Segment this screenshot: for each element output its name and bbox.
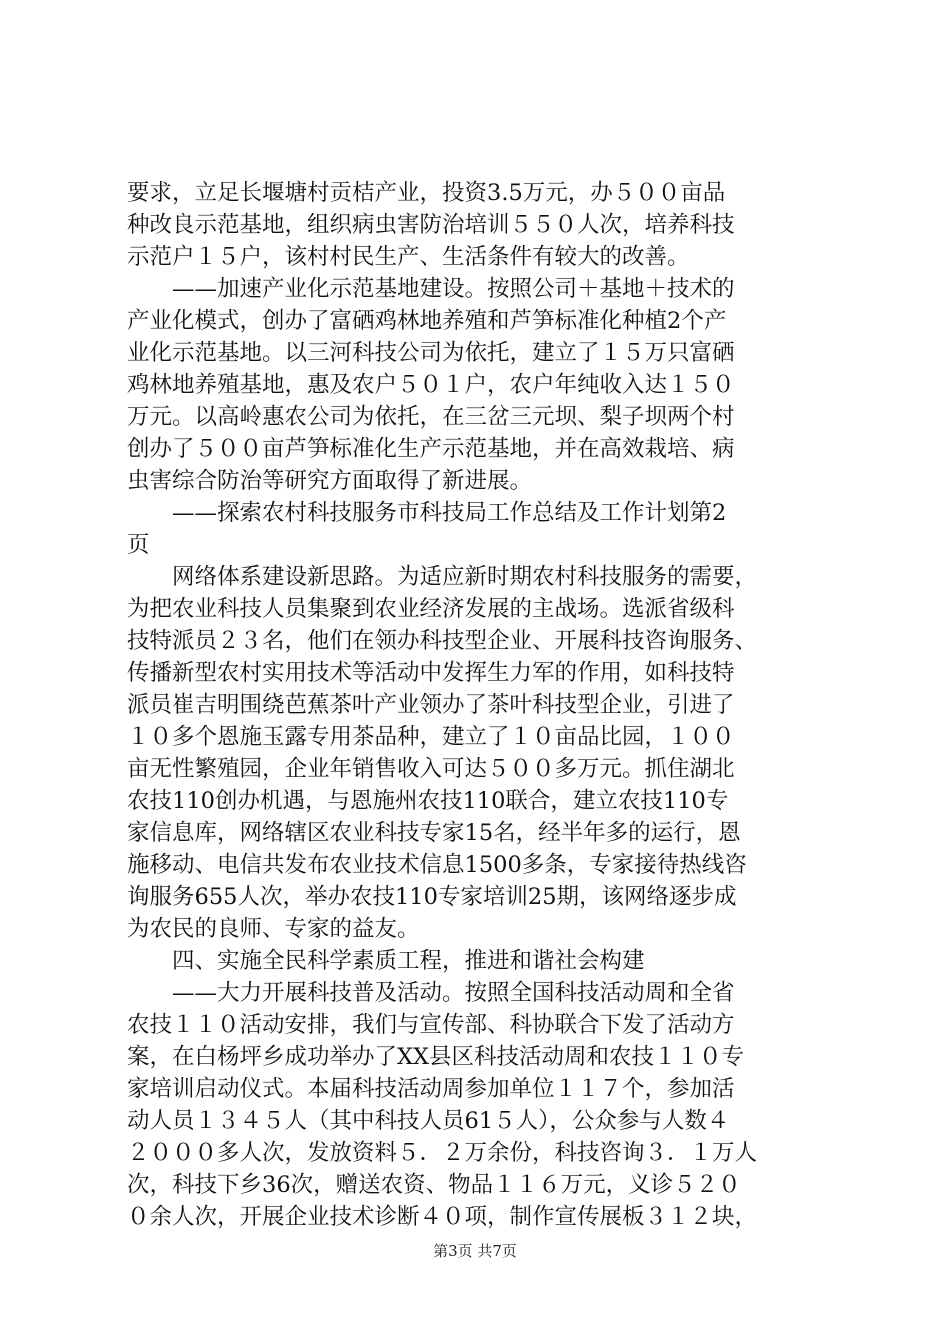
text-line: 派员崔吉明围绕芭蕉茶叶产业领办了茶叶科技型企业，引进了: [127, 692, 735, 718]
text-line: 询服务655人次，举办农技110专家培训25期，该网络逐步成: [127, 884, 737, 910]
text-line: 动人员１３４５人（其中科技人员61５人），公众参与人数４: [127, 1108, 730, 1134]
text-line: ０余人次，开展企业技术诊断４０项，制作宣传展板３１２块，: [127, 1204, 758, 1230]
text-line: 要求，立足长堰塘村贡桔产业，投资3.5万元，办５００亩品: [127, 180, 726, 206]
text-line: 传播新型农村实用技术等活动中发挥生力军的作用，如科技特: [127, 660, 735, 686]
page-footer: 第3页 共7页: [433, 1242, 517, 1260]
text-line: ——加速产业化示范基地建设。按照公司＋基地＋技术的: [127, 276, 735, 302]
text-line: 页: [127, 532, 150, 558]
text-line: 施移动、电信共发布农业技术信息1500多条，专家接待热线咨: [127, 852, 747, 878]
text-line: 示范户１５户，该村村民生产、生活条件有较大的改善。: [127, 244, 690, 270]
text-line: 种改良示范基地，组织病虫害防治培训５５０人次，培养科技: [127, 212, 735, 238]
text-line: 四、实施全民科学素质工程，推进和谐社会构建: [127, 948, 645, 974]
text-line: 亩无性繁殖园，企业年销售收入可达５００多万元。抓住湖北: [127, 756, 735, 782]
text-line: 案，在白杨坪乡成功举办了XX县区科技活动周和农技１１０专: [127, 1044, 745, 1070]
text-line: 农技１１０活动安排，我们与宣传部、科协联合下发了活动方: [127, 1012, 735, 1038]
text-line: 虫害综合防治等研究方面取得了新进展。: [127, 468, 533, 494]
text-line: 技特派员２３名，他们在领办科技型企业、开展科技咨询服务、: [127, 628, 758, 654]
text-line: １０多个恩施玉露专用茶品种，建立了１０亩品比园，１００: [127, 724, 735, 750]
text-line: 创办了５００亩芦笋标准化生产示范基地，并在高效栽培、病: [127, 436, 735, 462]
text-line: 农技110创办机遇，与恩施州农技110联合，建立农技110专: [127, 788, 729, 814]
text-line: 产业化模式，创办了富硒鸡林地养殖和芦笋标准化种植2个产: [127, 308, 727, 334]
text-line: 网络体系建设新思路。为适应新时期农村科技服务的需要，: [127, 564, 758, 590]
text-line: ２０００多人次，发放资料５．２万余份，科技咨询３．１万人: [127, 1140, 758, 1166]
text-line: 次，科技下乡36次，赠送农资、物品１１６万元，义诊５２０: [127, 1172, 741, 1198]
text-line: ——探索农村科技服务市科技局工作总结及工作计划第2: [127, 500, 727, 526]
text-line: ——大力开展科技普及活动。按照全国科技活动周和全省: [127, 980, 735, 1006]
text-line: 为农民的良师、专家的益友。: [127, 916, 420, 942]
text-line: 家培训启动仪式。本届科技活动周参加单位１１７个，参加活: [127, 1076, 735, 1102]
document-body: [127, 177, 833, 1233]
text-line: 万元。以高岭惠农公司为依托，在三岔三元坝、梨子坝两个村: [127, 404, 735, 430]
text-line: 鸡林地养殖基地，惠及农户５０１户，农户年纯收入达１５０: [127, 372, 735, 398]
text-line: 业化示范基地。以三河科技公司为依托，建立了１５万只富硒: [127, 340, 735, 366]
text-line: 家信息库，网络辖区农业科技专家15名，经半年多的运行，恩: [127, 820, 741, 846]
text-line: 为把农业科技人员集聚到农业经济发展的主战场。选派省级科: [127, 596, 735, 622]
